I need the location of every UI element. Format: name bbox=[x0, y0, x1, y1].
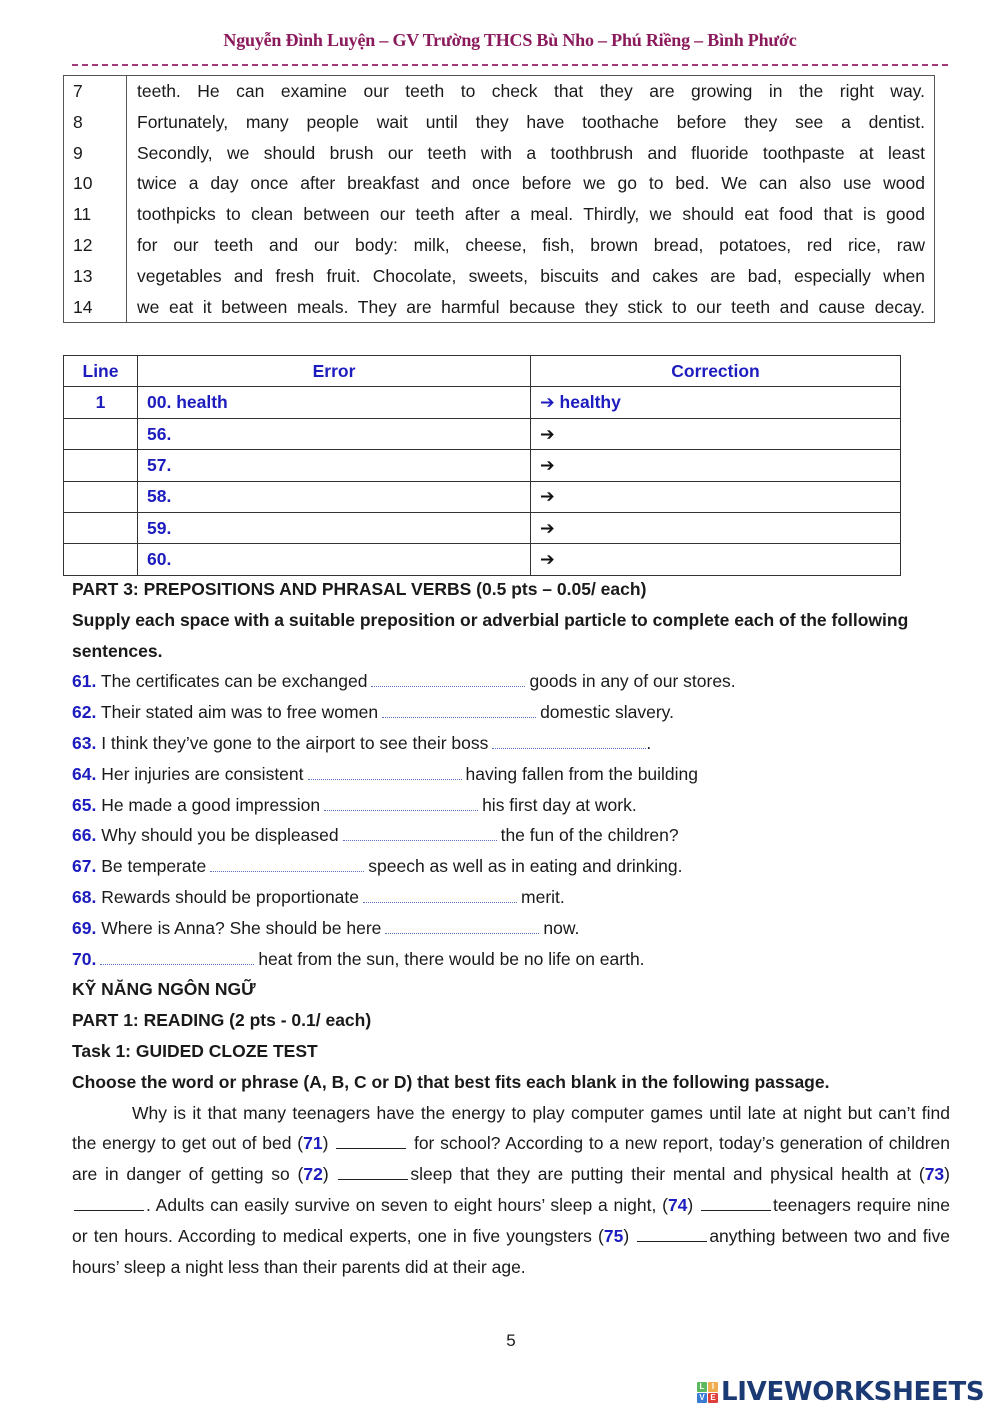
passage-line: we eat it between meals. They are harmful because they stick to our teeth and cause decay. bbox=[137, 296, 925, 317]
correction-cell bbox=[531, 387, 901, 419]
passage-line: twice a day once after breakfast and once before we go to bed. We can also use wood bbox=[137, 173, 925, 194]
header-error: Error bbox=[138, 356, 531, 387]
line-cell[interactable] bbox=[64, 544, 138, 575]
line-cell: 1 bbox=[64, 387, 138, 419]
cloze-blank-72[interactable] bbox=[338, 1165, 408, 1180]
question-number-75: 75 bbox=[603, 1225, 624, 1246]
table-row bbox=[64, 512, 901, 543]
correction-cell[interactable] bbox=[531, 544, 901, 575]
cloze-blank-75[interactable] bbox=[637, 1227, 707, 1242]
passage-line: Secondly, we should brush our teeth with a toothbrush and fluoride toothpaste at least bbox=[137, 142, 925, 163]
passage-row bbox=[64, 76, 935, 323]
arrow-right-icon: ➔ bbox=[540, 455, 555, 476]
line-cell[interactable] bbox=[64, 419, 138, 450]
logo-blocks-icon: L I V E bbox=[697, 1382, 718, 1403]
exercise-body bbox=[72, 574, 952, 1282]
passage-line: Fortunately, many people wait until they have toothache before they see a dentist. bbox=[137, 111, 925, 132]
line-cell[interactable] bbox=[64, 450, 138, 481]
answer-blank-61[interactable] bbox=[371, 673, 525, 687]
line-cell[interactable] bbox=[64, 512, 138, 543]
question-61: 61. The certificates can be exchanged goods in any of our stores. bbox=[72, 671, 736, 692]
question-65: 65. He made a good impression his first day at work. bbox=[72, 794, 637, 815]
header-line: Line bbox=[64, 356, 138, 387]
answer-blank-70[interactable] bbox=[100, 951, 254, 965]
table-row bbox=[64, 450, 901, 481]
question-number-73: 73 bbox=[924, 1164, 945, 1185]
header-correction: Correction bbox=[531, 356, 901, 387]
answer-blank-68[interactable] bbox=[363, 889, 517, 903]
error-cell[interactable]: 60. bbox=[138, 544, 531, 575]
error-cell[interactable]: 59. bbox=[138, 512, 531, 543]
question-64: 64. Her injuries are consistent having fallen from the building bbox=[72, 763, 699, 784]
arrow-right-icon: ➔ bbox=[540, 423, 555, 444]
arrow-right-icon: ➔ bbox=[540, 548, 555, 569]
correction-value: healthy bbox=[559, 392, 621, 413]
answer-blank-64[interactable] bbox=[308, 766, 462, 780]
part3-instruction-line2: sentences. bbox=[72, 640, 163, 661]
liveworksheets-logo[interactable] bbox=[697, 1379, 984, 1405]
error-cell: 00. health bbox=[138, 387, 531, 419]
error-cell[interactable]: 57. bbox=[138, 450, 531, 481]
question-63: 63. I think they’ve gone to the airport to see their boss . bbox=[72, 732, 652, 753]
logo-text: LIVEWORKSHEETS bbox=[721, 1377, 985, 1407]
passage-line: toothpicks to clean between our teeth after a meal. Thirdly, we should eat food that is good bbox=[137, 204, 925, 225]
arrow-right-icon: ➔ bbox=[540, 517, 555, 538]
correction-cell[interactable] bbox=[531, 512, 901, 543]
answer-blank-62[interactable] bbox=[382, 704, 536, 718]
cloze-blank-71[interactable] bbox=[336, 1134, 406, 1149]
header-dashed-rule bbox=[72, 64, 948, 66]
question-70: 70. heat from the sun, there would be no life on earth. bbox=[72, 948, 645, 969]
correction-cell[interactable] bbox=[531, 450, 901, 481]
question-number-72: 72 bbox=[303, 1164, 323, 1185]
question-number-74: 74 bbox=[667, 1194, 688, 1215]
error-cell[interactable]: 58. bbox=[138, 481, 531, 512]
question-66: 66. Why should you be displeased the fun of the children? bbox=[72, 825, 679, 846]
task1-instruction: Choose the word or phrase (A, B, C or D) that best fits each blank in the following passage. bbox=[72, 1071, 830, 1092]
answer-blank-66[interactable] bbox=[343, 827, 497, 841]
error-correction-table bbox=[63, 355, 901, 576]
question-69: 69. Where is Anna? She should be here now. bbox=[72, 917, 580, 938]
passage-line: vegetables and fresh fruit. Chocolate, sweets, biscuits and cakes are bad, especially when bbox=[137, 265, 925, 286]
table-row bbox=[64, 544, 901, 575]
page-number: 5 bbox=[506, 1331, 516, 1350]
correction-cell[interactable] bbox=[531, 481, 901, 512]
question-67: 67. Be temperate speech as well as in eating and drinking. bbox=[72, 856, 683, 877]
correction-cell[interactable] bbox=[531, 419, 901, 450]
passage-line: for our teeth and our body: milk, cheese, fish, brown bread, potatoes, red rice, raw bbox=[137, 234, 925, 255]
task1-title: Task 1: GUIDED CLOZE TEST bbox=[72, 1040, 318, 1061]
line-number: 7 8 9 10 11 12 13 14 bbox=[64, 76, 127, 323]
question-62: 62. Their stated aim was to free women domestic slavery. bbox=[72, 702, 674, 723]
passage-line: teeth. He can examine our teeth to check that they are growing in the right way. bbox=[137, 81, 925, 101]
answer-blank-63[interactable] bbox=[492, 735, 646, 749]
cloze-passage: Why is it that many teenagers have the energy to play computer games until late at night but can’t find the energy to get out of bed (71) for school? According to a new report, today’s generation of children are in danger of getting so (72) sleep that they are putting their mental and physical health at (73) . Adults can easily survive on seven to eight hours’ sleep a night, (74) teenagers require nine or ten hours. According to medical experts, one in five youngsters (75) anything between two and five hours’ sleep a night less than their parents did at their age. bbox=[72, 1102, 950, 1277]
part3-instruction-line1: Supply each space with a suitable preposition or adverbial particle to complete each of the following bbox=[72, 609, 909, 630]
table-row bbox=[64, 419, 901, 450]
error-cell[interactable]: 56. bbox=[138, 419, 531, 450]
answer-blank-65[interactable] bbox=[324, 797, 478, 811]
answer-blank-69[interactable] bbox=[385, 920, 539, 934]
table-row bbox=[64, 481, 901, 512]
cloze-blank-73[interactable] bbox=[74, 1196, 144, 1211]
part1-reading-title: PART 1: READING (2 pts - 0.1/ each) bbox=[72, 1010, 372, 1031]
table-row bbox=[64, 387, 901, 419]
page-header-title: Nguyễn Đình Luyện – GV Trường THCS Bù Nho – Phú Riềng – Bình Phước bbox=[223, 30, 797, 50]
arrow-right-icon: ➔ bbox=[540, 392, 555, 413]
table-header-row bbox=[64, 356, 901, 387]
line-cell[interactable] bbox=[64, 481, 138, 512]
cloze-blank-74[interactable] bbox=[701, 1196, 771, 1211]
question-number-71: 71 bbox=[303, 1133, 323, 1154]
question-68: 68. Rewards should be proportionate merit. bbox=[72, 886, 565, 907]
part3-title: PART 3: PREPOSITIONS AND PHRASAL VERBS (0.5 pts – 0.05/ each) bbox=[72, 579, 647, 599]
answer-blank-67[interactable] bbox=[210, 858, 364, 872]
passage-table bbox=[63, 75, 935, 323]
arrow-right-icon: ➔ bbox=[540, 486, 555, 507]
section-title-language-skills: KỸ NĂNG NGÔN NGỮ bbox=[72, 979, 256, 1000]
passage-text bbox=[127, 76, 935, 323]
